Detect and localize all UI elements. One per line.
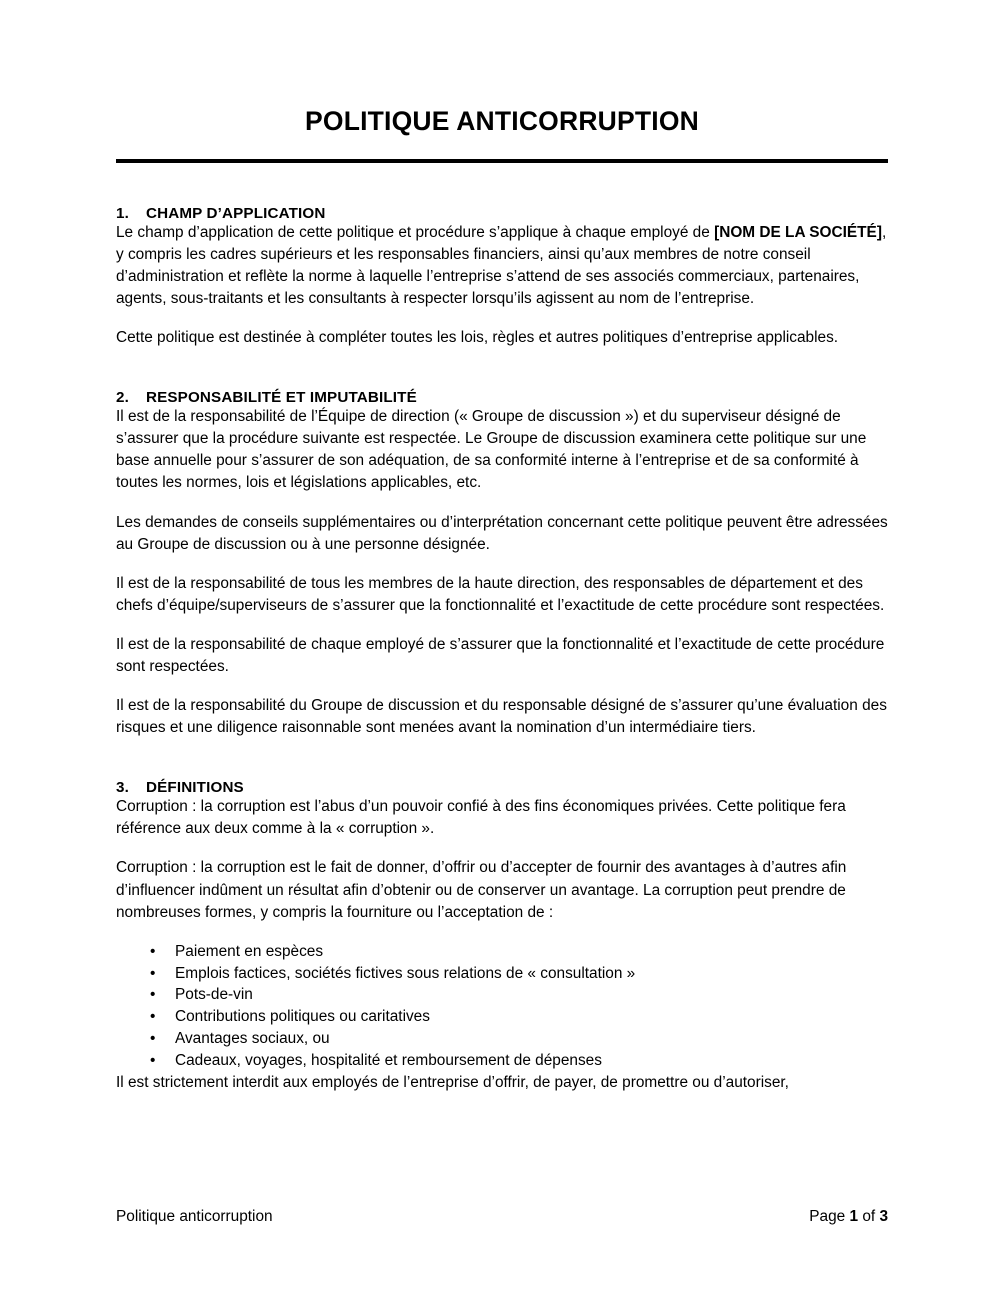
section-title-1: CHAMP D’APPLICATION	[146, 204, 326, 222]
bullet-icon: •	[150, 1030, 156, 1048]
footer-page-number	[809, 1208, 888, 1226]
corruption-forms-list	[116, 941, 888, 1072]
list-item-label: Paiement en espèces	[175, 942, 324, 960]
paragraph-2-3: Il est de la responsabilité de tous les membres de la haute direction, des responsables de département et des chefs d’équipe/superviseurs de s’assurer que la fonctionnalité et l’exactitude de cette procédure sont respectées.	[116, 574, 885, 614]
list-item	[116, 941, 888, 963]
paragraph-1-1-part1: Le champ d’application de cette politique et procédure s’applique à chaque employé de	[116, 223, 715, 241]
page-title: POLITIQUE ANTICORRUPTION	[305, 106, 699, 136]
section-number-3: 3.	[116, 779, 129, 797]
section-heading-1	[116, 205, 888, 222]
list-item	[116, 984, 888, 1006]
paragraph-3-1: Corruption : la corruption est l’abus d’un pouvoir confié à des fins économiques privées. Cette politique fera référence aux deux comme à la « corruption ».	[116, 798, 846, 838]
list-item-label: Pots-de-vin	[175, 986, 253, 1004]
title-divider	[116, 159, 888, 163]
bullet-icon: •	[150, 1052, 156, 1070]
paragraph-2-4: Il est de la responsabilité de chaque employé de s’assurer que la fonctionnalité et l’exactitude de cette procédure sont respectées.	[116, 635, 885, 675]
paragraph-2-5: Il est de la responsabilité du Groupe de discussion et du responsable désigné de s’assurer qu’une évaluation des risques et une diligence raisonnable sont menées avant la nomination d’un intermédiaire tiers.	[116, 697, 887, 737]
list-item	[116, 963, 888, 985]
list-item	[116, 1028, 888, 1050]
paragraph-3-closing: Il est strictement interdit aux employés de l’entreprise d’offrir, de payer, de promettre ou d’autoriser,	[116, 1073, 789, 1091]
list-item-label: Avantages sociaux, ou	[175, 1030, 330, 1048]
footer-page-of: of	[858, 1208, 880, 1225]
paragraph-1-1	[116, 222, 888, 310]
section-heading-2	[116, 389, 888, 406]
paragraph-2-2: Les demandes de conseils supplémentaires ou d’interprétation concernant cette politique peuvent être adressées au Groupe de discussion ou à une personne désignée.	[116, 513, 888, 553]
bullet-icon: •	[150, 964, 156, 982]
section-title-2: RESPONSABILITÉ ET IMPUTABILITÉ	[146, 389, 417, 407]
list-item-label: Contributions politiques ou caritatives	[175, 1008, 430, 1026]
paragraph-1-2: Cette politique est destinée à compléter toutes les lois, règles et autres politiques d’entreprise applicables.	[116, 329, 839, 347]
bullet-icon: •	[150, 942, 156, 960]
bullet-icon: •	[150, 1008, 156, 1026]
section-number-2: 2.	[116, 389, 129, 407]
list-item-label: Cadeaux, voyages, hospitalité et remboursement de dépenses	[175, 1052, 602, 1070]
company-name-placeholder: [NOM DE LA SOCIÉTÉ]	[714, 223, 882, 241]
footer-page-label: Page	[809, 1208, 850, 1225]
paragraph-3-2: Corruption : la corruption est le fait de donner, d’offrir ou d’accepter de fournir des avantages à d’autres afin d’influencer indûment un résultat afin d’obtenir ou de conserver un avantage. La corruption peut prendre de nombreuses formes, y compris la fourniture ou l’acceptation de :	[116, 859, 847, 921]
list-item	[116, 1050, 888, 1072]
footer-page-total: 3	[879, 1208, 888, 1225]
footer-page-current: 1	[849, 1208, 859, 1225]
paragraph-2-1: Il est de la responsabilité de l’Équipe de direction (« Groupe de discussion ») et du superviseur désigné de s’assurer que la procédure suivante est respectée. Le Groupe de discussion examinera cette politique sur une base annuelle pour s’assurer de son adéquation, de sa conformité interne à l’entreprise et de sa conformité à toutes les normes, lois et législations applicables, etc.	[116, 408, 867, 492]
paragraph-1-1-part2: , y compris les cadres supérieurs et les responsables financiers, ainsi qu’aux membres de notre conseil d’administration et reflète la norme à laquelle l’entreprise s’attend de ses associés commerciaux, partenaires, agents, sous-traitants et les consultants à respecter lorsqu’ils agissent au nom de l’entreprise.	[116, 223, 887, 307]
section-heading-3	[116, 779, 888, 796]
section-title-3: DÉFINITIONS	[146, 779, 244, 797]
section-number-1: 1.	[116, 204, 129, 222]
page-content	[116, 0, 888, 1094]
list-item-label: Emplois factices, sociétés fictives sous relations de « consultation »	[175, 964, 636, 982]
page-footer	[116, 1208, 888, 1226]
footer-document-name: Politique anticorruption	[116, 1208, 273, 1225]
list-item	[116, 1006, 888, 1028]
bullet-icon: •	[150, 986, 156, 1004]
